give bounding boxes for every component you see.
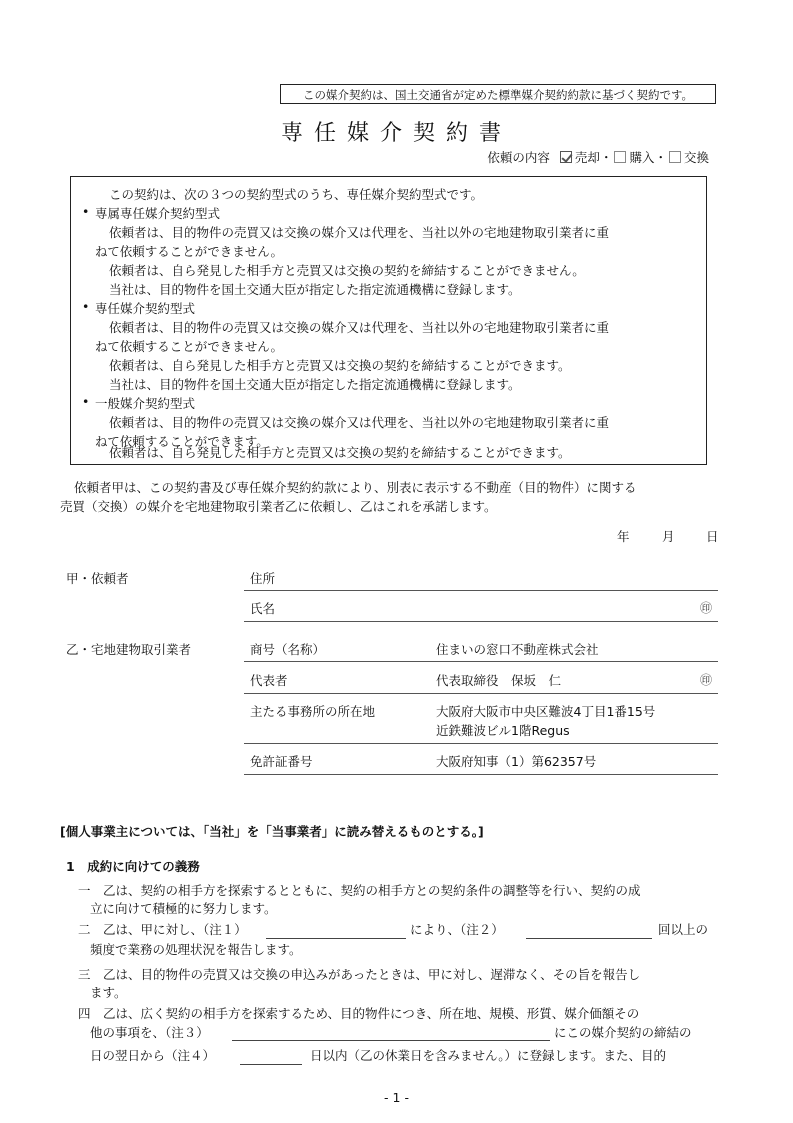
item2-text-a: 乙は、甲に対し、（注１） — [103, 922, 247, 937]
license-number-value: 大阪府知事（1）第62357号 — [436, 754, 597, 769]
divider — [244, 590, 718, 591]
party-a-label: 甲・依頼者 — [66, 571, 129, 586]
item4-number: 四 — [78, 1006, 91, 1021]
item4-line2b: にこの媒介契約の締結の — [554, 1025, 692, 1040]
divider — [244, 661, 718, 662]
trade-name-value: 住まいの窓口不動産株式会社 — [436, 642, 599, 657]
preamble-line2: 売買（交換）の媒介を宅地建物取引業者乙に依頼し、乙はこれを承諾します。 — [60, 499, 497, 514]
registration-days-blank[interactable] — [240, 1064, 302, 1065]
representative-label: 代表者 — [250, 673, 288, 688]
date-month: 月 — [662, 529, 675, 544]
request-type-label: 依頼の内容 — [487, 150, 550, 165]
page-number: - 1 - — [384, 1090, 409, 1105]
section1-heading: 1 成約に向けての義務 — [66, 859, 200, 874]
item2-text-c: 回以上の — [658, 922, 709, 937]
office-address-line1: 大阪府大阪市中央区難波4丁目1番15号 — [436, 704, 656, 719]
type2-heading: • 専任媒介契約型式 — [95, 299, 195, 317]
option-separator: ・ — [654, 150, 667, 165]
item2-text-b: により、（注２） — [410, 922, 504, 937]
trade-name-label: 商号（名称） — [250, 642, 326, 657]
standard-contract-notice: この媒介契約は、国土交通省が定めた標準媒介契約約款に基づく契約です。 — [280, 84, 716, 104]
item4-line3a: 日の翌日から（注４） — [90, 1048, 216, 1063]
item2-number: 二 — [78, 922, 91, 937]
divider — [244, 693, 718, 694]
type1-line2: ねて依頼することができません。 — [95, 244, 283, 259]
preamble-line1: 依頼者甲は、この契約書及び専任媒介契約約款により、別表に表示する不動産（目的物件）に関する — [74, 480, 637, 495]
exchange-checkbox[interactable] — [669, 151, 681, 163]
item1-line2: 立に向けて積極的に努力します。 — [90, 901, 277, 916]
type3-line1: 依頼者は、目的物件の売買又は交換の媒介又は代理を、当社以外の宅地建物取引業者に重 — [109, 415, 610, 430]
type1-line4: 当社は、目的物件を国土交通大臣が指定した指定流通機構に登録します。 — [109, 282, 521, 297]
exchange-option-label: 交換 — [683, 150, 709, 165]
representative-value: 代表取締役 保坂 仁 — [436, 673, 562, 688]
item1-number: 一 — [78, 883, 91, 898]
request-type-row — [487, 148, 709, 166]
type3-line2: ねて依頼することができます。 — [95, 434, 269, 449]
option-separator: ・ — [599, 150, 613, 165]
sole-proprietor-note: [個人事業主については、「当社」を「当事業者」に読み替えるものとする。] — [60, 824, 484, 839]
reporting-method-blank[interactable] — [266, 938, 406, 939]
type1-heading: • 専属専任媒介契約型式 — [95, 204, 220, 222]
party-b-label: 乙・宅地建物取引業者 — [66, 642, 192, 657]
type1-line1: 依頼者は、目的物件の売買又は交換の媒介又は代理を、当社以外の宅地建物取引業者に重 — [109, 225, 610, 240]
item4-line2a: 他の事項を、（注３） — [90, 1025, 209, 1040]
office-address-line2: 近鉄難波ビル1階Regus — [436, 723, 570, 738]
item4-line3b: 日以内（乙の休業日を含みません。）に登録します。また、目的 — [310, 1048, 667, 1063]
divider — [244, 774, 718, 775]
item4-line1: 乙は、広く契約の相手方を探索するため、目的物件につき、所在地、規模、形質、媒介価額その — [103, 1006, 640, 1021]
party-a-seal: ㊞ — [700, 601, 713, 615]
type2-line1: 依頼者は、目的物件の売買又は交換の媒介又は代理を、当社以外の宅地建物取引業者に重 — [109, 320, 610, 335]
party-b-seal: ㊞ — [700, 673, 713, 687]
type2-line2: ねて依頼することができません。 — [95, 339, 283, 354]
type2-line4: 当社は、目的物件を国土交通大臣が指定した指定流通機構に登録します。 — [109, 377, 521, 392]
divider — [244, 743, 718, 744]
divider — [244, 621, 718, 622]
type3-heading: • 一般媒介契約型式 — [95, 394, 195, 412]
item3-number: 三 — [78, 967, 91, 982]
sale-checkbox[interactable] — [560, 151, 572, 163]
office-address-label: 主たる事務所の所在地 — [250, 704, 376, 719]
item1-line1: 乙は、契約の相手方を探索するとともに、契約の相手方との契約条件の調整等を行い、契約の成 — [103, 883, 641, 898]
document-title: 専任媒介契約書 — [280, 121, 512, 146]
license-number-label: 免許証番号 — [250, 754, 313, 769]
party-a-address-label: 住所 — [250, 571, 276, 586]
date-year: 年 — [617, 529, 630, 544]
purchase-checkbox[interactable] — [614, 151, 626, 163]
item2-line2: 頻度で業務の処理状況を報告します。 — [90, 942, 302, 957]
type3-line3: 依頼者は、自ら発見した相手方と売買又は交換の契約を締結することができます。 — [109, 445, 571, 460]
item3-line2: ます。 — [90, 985, 127, 1000]
registration-method-blank[interactable] — [232, 1040, 550, 1041]
party-a-name-label: 氏名 — [250, 601, 276, 616]
type2-line3: 依頼者は、自ら発見した相手方と売買又は交換の契約を締結することができます。 — [109, 358, 571, 373]
reporting-frequency-blank[interactable] — [526, 938, 652, 939]
item3-line1: 乙は、目的物件の売買又は交換の申込みがあったときは、甲に対し、遅滞なく、その旨を報告し — [103, 967, 641, 982]
purchase-option-label: 購入 — [629, 150, 655, 165]
contract-type-box — [70, 176, 707, 465]
type1-line3: 依頼者は、自ら発見した相手方と売買又は交換の契約を締結することができません。 — [109, 263, 585, 278]
box-intro: この契約は、次の３つの契約型式のうち、専任媒介契約型式です。 — [109, 187, 484, 202]
date-day: 日 — [706, 529, 719, 544]
sale-option-label: 売却 — [574, 150, 600, 165]
